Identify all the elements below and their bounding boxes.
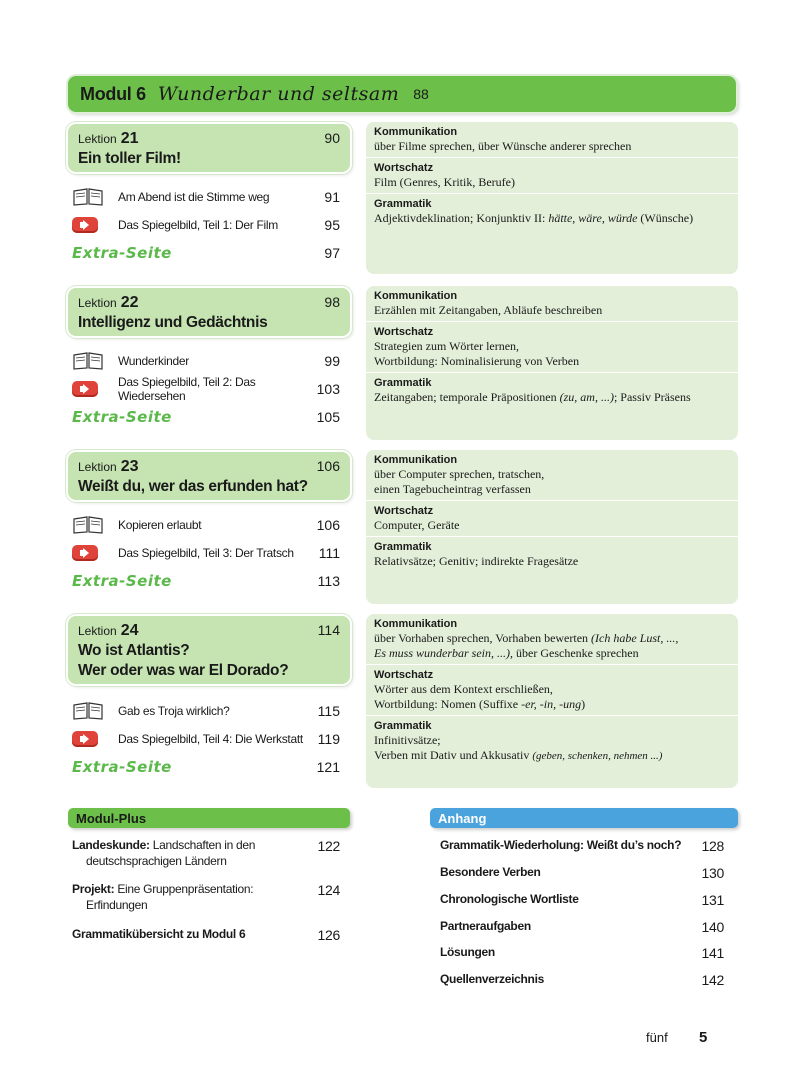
speaker-icon: [72, 545, 98, 561]
row-page: 95: [324, 217, 340, 233]
kommunikation-section: [366, 286, 738, 322]
section-body: über Computer sprechen, tratschen,: [374, 467, 545, 481]
section-body: Wörter aus dem Kontext erschließen,: [374, 682, 553, 696]
row-page: 91: [324, 189, 340, 205]
section-heading: Grammatik: [374, 198, 432, 210]
open-book-icon: [72, 187, 106, 207]
lektion-24-extra[interactable]: [72, 756, 340, 778]
footer-page-number: 5: [699, 1029, 708, 1046]
section-heading: Grammatik: [374, 541, 432, 553]
lektion-22-info: [366, 286, 738, 440]
section-heading: Kommunikation: [374, 618, 458, 630]
lektion-title: Ein toller Film!: [78, 150, 181, 167]
lektion-word: Lektion: [78, 132, 117, 146]
open-book-icon: [72, 701, 106, 721]
extra-seite-label: Extra-Seite: [72, 244, 172, 262]
section-heading: Kommunikation: [374, 290, 458, 302]
section-heading: Kommunikation: [374, 454, 458, 466]
grammatik-section: [366, 194, 738, 229]
row-page: 113: [317, 573, 340, 589]
extra-seite-label: Extra-Seite: [72, 758, 172, 776]
lektion-22-extra[interactable]: [72, 406, 340, 428]
row-text: Das Spiegelbild, Teil 1: Der Film: [118, 218, 278, 232]
lektion-23-info: [366, 450, 738, 604]
row-page: 115: [317, 703, 340, 719]
section-body: über Filme sprechen, über Wünsche anderer sprechen: [374, 139, 632, 153]
section-heading: Grammatik: [374, 377, 432, 389]
row-text: Kopieren erlaubt: [118, 518, 202, 532]
lektion-number: 23: [120, 458, 139, 475]
row-page: 126: [317, 927, 340, 943]
section-body: Verben mit Dativ und Akkusativ (geben, schenken, nehmen ...): [374, 748, 663, 762]
section-body: Adjektivdeklination; Konjunktiv II: hätte, wäre, würde (Wünsche): [374, 211, 694, 225]
kommunikation-section: [366, 450, 738, 501]
section-body: Wortbildung: Nominalisierung von Verben: [374, 354, 580, 368]
section-body: Computer, Geräte: [374, 518, 460, 532]
row-page: 103: [316, 381, 340, 397]
wortschatz-section: [366, 665, 738, 716]
lektion-page: 90: [324, 130, 340, 146]
lektion-page: 98: [324, 294, 340, 310]
speaker-icon: [72, 381, 98, 397]
section-heading: Wortschatz: [374, 326, 434, 338]
lektion-22-audio[interactable]: [72, 375, 340, 403]
open-book-icon: [72, 515, 106, 535]
lektion-23-extra[interactable]: [72, 570, 340, 592]
grammatik-section: [366, 537, 738, 572]
wortschatz-section: [366, 501, 738, 537]
lektion-page: 114: [317, 622, 340, 638]
section-body: Infinitivsätze;: [374, 733, 441, 747]
row-text: Das Spiegelbild, Teil 3: Der Tratsch: [118, 546, 294, 560]
modul-plus-item-landeskunde[interactable]: Landeskunde: Landschaften in den deutschsprachigen Ländern 122: [72, 838, 340, 868]
lektion-24-reading[interactable]: [72, 700, 340, 722]
section-body: Es muss wunderbar sein, ...), über Geschenke sprechen: [374, 646, 639, 660]
section-body: einen Tagebucheintrag verfassen: [374, 482, 531, 496]
open-book-icon: [72, 351, 106, 371]
grammatik-section: [366, 373, 738, 408]
modul-plus-item-projekt[interactable]: Projekt: Eine Gruppenpräsentation: Erfindungen 124: [72, 882, 340, 912]
lektion-23-header[interactable]: [68, 452, 350, 500]
lektion-21-reading[interactable]: [72, 186, 340, 208]
section-body: Film (Genres, Kritik, Berufe): [374, 175, 515, 189]
row-page: 124: [317, 882, 340, 898]
lektion-page: 106: [316, 458, 340, 474]
row-text: Gab es Troja wirklich?: [118, 704, 230, 718]
wortschatz-section: [366, 158, 738, 194]
row-page: 122: [317, 838, 340, 854]
lektion-21-info: [366, 122, 738, 274]
section-body: Zeitangaben; temporale Präpositionen (zu, am, ...); Passiv Präsens: [374, 390, 691, 404]
extra-seite-label: Extra-Seite: [72, 408, 172, 426]
lektion-title: Intelligenz und Gedächtnis: [78, 314, 268, 331]
section-body: Relativsätze; Genitiv; indirekte Fragesätze: [374, 554, 579, 568]
lektion-22-reading[interactable]: [72, 350, 340, 372]
section-heading: Wortschatz: [374, 669, 434, 681]
modul-page: 88: [413, 86, 429, 102]
section-body: über Vorhaben sprechen, Vorhaben bewerten (Ich habe Lust, ...,: [374, 631, 679, 645]
modul-plus-item-grammatik[interactable]: Grammatikübersicht zu Modul 6 126: [72, 927, 340, 943]
modul-plus-header: Modul-Plus: [68, 808, 350, 828]
lektion-24-info: [366, 614, 738, 788]
anhang-item[interactable]: Partneraufgaben 140: [440, 919, 724, 935]
row-text: Am Abend ist die Stimme weg: [118, 190, 270, 204]
speaker-icon: [72, 217, 98, 233]
row-page: 105: [316, 409, 340, 425]
lektion-title: Wo ist Atlantis?: [78, 642, 190, 659]
modul-title: Wunderbar und seltsam: [157, 83, 400, 105]
lektion-number: 22: [120, 294, 139, 311]
lektion-title: Weißt du, wer das erfunden hat?: [78, 478, 308, 495]
row-page: 121: [316, 759, 340, 775]
lektion-24-header[interactable]: [68, 616, 350, 684]
row-page: 99: [324, 353, 340, 369]
anhang-item[interactable]: Besondere Verben 130: [440, 865, 724, 881]
section-heading: Wortschatz: [374, 162, 434, 174]
row-text: Das Spiegelbild, Teil 2: Das Wiedersehen: [118, 375, 256, 403]
row-page: 106: [316, 517, 340, 533]
anhang-item[interactable]: Chronologische Wortliste 131: [440, 892, 724, 908]
anhang-item[interactable]: Grammatik-Wiederholung: Weißt du’s noch? 128: [440, 838, 724, 854]
anhang-item[interactable]: Quellenverzeichnis 142: [440, 972, 724, 988]
anhang-item[interactable]: Lösungen 141: [440, 945, 724, 961]
section-body: Strategien zum Wörter lernen,: [374, 339, 520, 353]
lektion-word: Lektion: [78, 296, 117, 310]
section-heading: Grammatik: [374, 720, 432, 732]
lektion-22-header[interactable]: [68, 288, 350, 336]
row-text: Wunderkinder: [118, 354, 189, 368]
lektion-number: 21: [120, 130, 139, 147]
row-text: Das Spiegelbild, Teil 4: Die Werkstatt: [118, 732, 303, 746]
extra-seite-label: Extra-Seite: [72, 572, 172, 590]
row-page: 111: [318, 545, 340, 561]
section-heading: Wortschatz: [374, 505, 434, 517]
footer-page-word: fünf: [646, 1030, 668, 1045]
modul-label: Modul 6: [80, 83, 146, 104]
speaker-icon: [72, 731, 98, 747]
kommunikation-section: [366, 122, 738, 158]
kommunikation-section: [366, 614, 738, 665]
lektion-word: Lektion: [78, 460, 117, 474]
row-page: 97: [324, 245, 340, 261]
section-heading: Kommunikation: [374, 126, 458, 138]
row-page: 119: [317, 731, 340, 747]
anhang-header: Anhang: [430, 808, 738, 828]
wortschatz-section: [366, 322, 738, 373]
section-body: Erzählen mit Zeitangaben, Abläufe beschreiben: [374, 303, 603, 317]
lektion-23-reading[interactable]: [72, 514, 340, 536]
lektion-word: Lektion: [78, 624, 117, 638]
lektion-24-audio[interactable]: [72, 728, 340, 750]
lektion-23-audio[interactable]: [72, 542, 340, 564]
lektion-21-header[interactable]: [68, 124, 350, 172]
lektion-number: 24: [120, 622, 139, 639]
section-body: Wortbildung: Nomen (Suffixe -er, -in, -ung): [374, 697, 586, 711]
grammatik-section: [366, 716, 738, 767]
modul-header: [68, 76, 736, 112]
lektion-title-line2: Wer oder was war El Dorado?: [78, 662, 289, 679]
lektion-21-audio[interactable]: [72, 214, 340, 236]
lektion-21-extra[interactable]: [72, 242, 340, 264]
